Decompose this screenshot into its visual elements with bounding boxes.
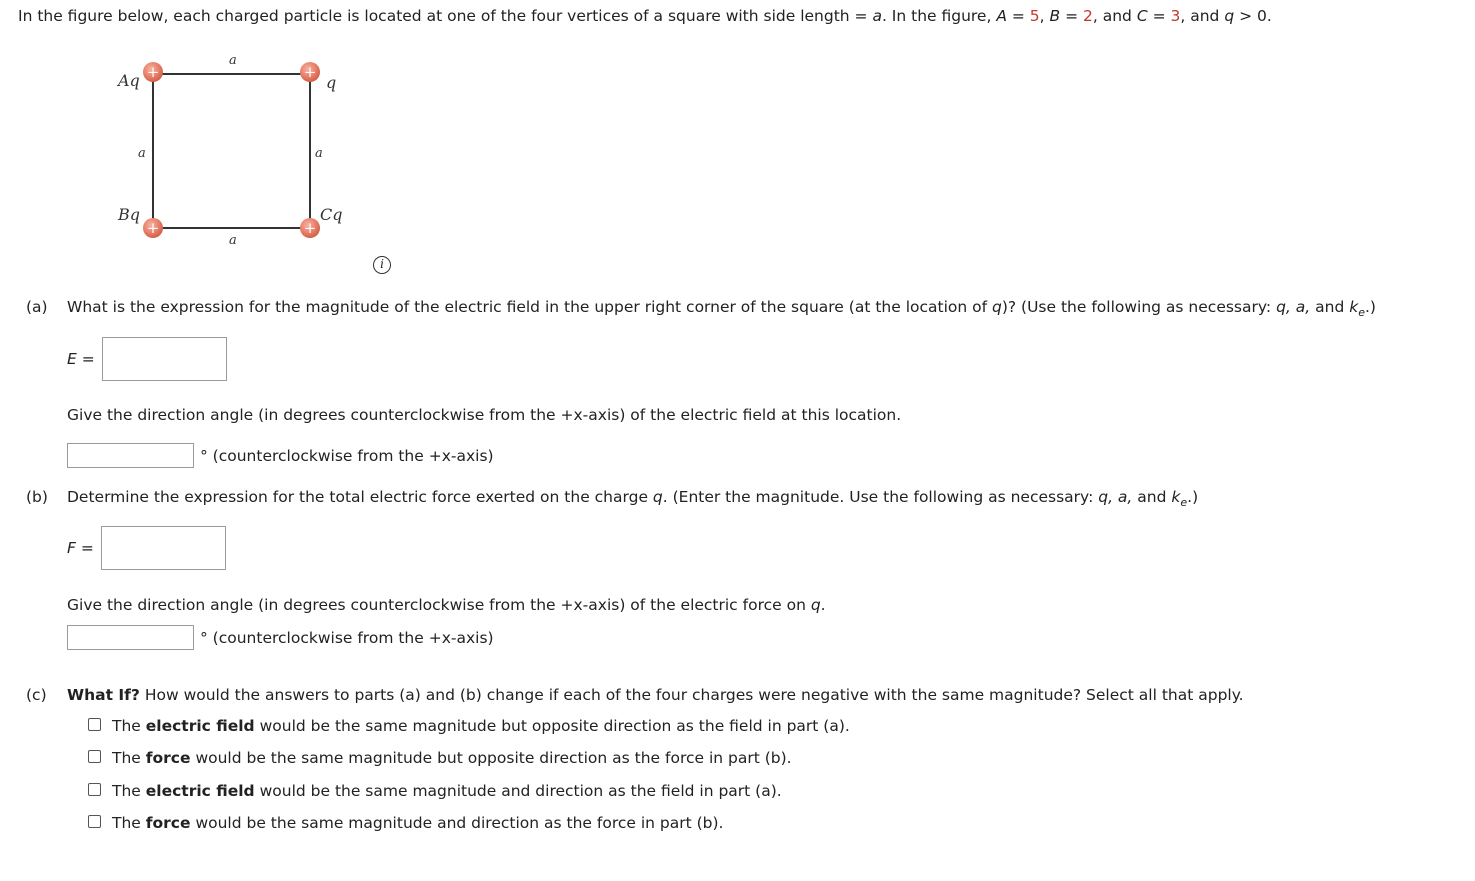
e-angle-suffix: ° (counterclockwise from the +x-axis): [200, 447, 494, 465]
part-a-question: [67, 298, 1376, 319]
intro-a: a: [872, 7, 882, 25]
period: .: [820, 596, 826, 614]
charge-bottom-right: [300, 218, 320, 238]
part-b-question: [67, 488, 1198, 509]
option-text-pre: The: [112, 717, 146, 735]
direction-prompt-text: Give the direction angle (in degrees counterclockwise from the +x-axis) of the electric force on: [67, 596, 811, 614]
eq-1: =: [1006, 7, 1030, 25]
part-c-question: [67, 686, 1244, 704]
part-a-question-text-2: )? (Use the following as necessary:: [1001, 298, 1277, 316]
equals: =: [76, 350, 95, 368]
f-label: [67, 539, 94, 557]
and-1: , and: [1092, 7, 1137, 25]
option-text-bold: force: [145, 814, 191, 832]
option-1-text[interactable]: [112, 717, 850, 735]
e-magnitude-input[interactable]: [102, 337, 227, 381]
option-text-post: would be the same magnitude but opposite direction as the field in part (a).: [254, 717, 850, 735]
eq-2: =: [1060, 7, 1083, 25]
option-4-checkbox[interactable]: [88, 815, 101, 828]
charge-bottom-left: [143, 218, 163, 238]
e-angle-input[interactable]: [67, 443, 194, 468]
intro-tail: > 0.: [1234, 7, 1272, 25]
option-text-post: would be the same magnitude but opposite direction as the force in part (b).: [190, 749, 792, 767]
equals: =: [75, 539, 94, 557]
A-value: 5: [1029, 7, 1040, 25]
option-text-pre: The: [112, 749, 146, 767]
option-4-text[interactable]: [112, 814, 723, 832]
option-text-bold: electric field: [145, 782, 255, 800]
and-text: and: [1132, 488, 1172, 506]
option-text-pre: The: [112, 814, 146, 832]
label-bottom-right: Cq: [320, 205, 343, 224]
eq-3: =: [1147, 7, 1171, 25]
svg-text:+: +: [146, 219, 160, 237]
f-magnitude-input[interactable]: [101, 526, 226, 570]
part-c-question-text: How would the answers to parts (a) and (b) change if each of the four charges were negative with the same magnitude? Select all that apply.: [139, 686, 1244, 704]
vars: q, a,: [1098, 488, 1133, 506]
q-symbol: q: [652, 488, 663, 506]
square-charge-figure: [100, 50, 360, 250]
charge-top-left: [143, 62, 163, 82]
q-symbol: q: [810, 596, 821, 614]
q-symbol: q: [991, 298, 1002, 316]
label-side-right: a: [315, 146, 323, 161]
part-a-label: (a): [26, 298, 48, 316]
option-1-checkbox[interactable]: [88, 718, 101, 731]
option-3-text[interactable]: [112, 782, 782, 800]
k-subscript: e: [1358, 306, 1365, 320]
option-2-text[interactable]: [112, 749, 792, 767]
k-subscript: e: [1180, 496, 1188, 510]
label-top-left: Aq: [118, 71, 140, 90]
C-label: C: [1136, 7, 1148, 25]
option-text-pre: The: [112, 782, 146, 800]
f-angle-input[interactable]: [67, 625, 194, 650]
f-angle-suffix: ° (counterclockwise from the +x-axis): [200, 629, 494, 647]
q-symbol: q: [1224, 7, 1235, 25]
option-2-checkbox[interactable]: [88, 750, 101, 763]
part-a-question-text: What is the expression for the magnitude of the electric field in the upper right corner of the square (at the location of: [67, 298, 992, 316]
k-symbol: k: [1349, 298, 1359, 316]
label-side-bottom: a: [229, 233, 237, 248]
B-value: 2: [1083, 7, 1093, 25]
comma-1: ,: [1039, 7, 1050, 25]
k-symbol: k: [1171, 488, 1181, 506]
part-b-question-text: Determine the expression for the total electric force exerted on the charge: [67, 488, 653, 506]
label-side-top: a: [229, 53, 237, 68]
info-icon[interactable]: [373, 256, 391, 274]
option-3-checkbox[interactable]: [88, 783, 101, 796]
part-c-label: (c): [26, 686, 47, 704]
part-a-direction-prompt: Give the direction angle (in degrees counterclockwise from the +x-axis) of the electric field at this location.: [67, 406, 902, 424]
C-value: 3: [1170, 7, 1181, 25]
question-end: .): [1364, 298, 1376, 316]
svg-text:+: +: [146, 63, 160, 81]
option-text-post: would be the same magnitude and direction as the field in part (a).: [254, 782, 782, 800]
label-top-right: q: [326, 73, 337, 92]
label-side-left: a: [138, 146, 146, 161]
f-symbol: F: [67, 539, 76, 557]
part-b-label: (b): [26, 488, 48, 506]
label-bottom-left: Bq: [118, 205, 140, 224]
charge-top-right: [300, 62, 320, 82]
what-if-lead: What If?: [67, 686, 140, 704]
and-text: and: [1310, 298, 1350, 316]
and-2: , and: [1180, 7, 1225, 25]
option-text-bold: force: [145, 749, 191, 767]
question-end: .): [1187, 488, 1199, 506]
B-label: B: [1049, 7, 1061, 25]
part-b-direction-prompt: [67, 596, 826, 614]
part-b-question-text-2: . (Enter the magnitude. Use the following as necessary:: [662, 488, 1099, 506]
e-label: [67, 350, 95, 368]
option-text-post: would be the same magnitude and direction as the force in part (b).: [190, 814, 724, 832]
e-symbol: E: [67, 350, 77, 368]
svg-text:+: +: [303, 63, 317, 81]
info-glyph: i: [380, 257, 384, 271]
option-text-bold: electric field: [145, 717, 255, 735]
intro-text-2: . In the figure,: [881, 7, 997, 25]
vars: q, a,: [1276, 298, 1311, 316]
A-label: A: [996, 7, 1007, 25]
problem-intro: [18, 7, 1272, 25]
svg-text:+: +: [303, 219, 317, 237]
intro-text: In the figure below, each charged particle is located at one of the four vertices of a square with side length =: [18, 7, 873, 25]
